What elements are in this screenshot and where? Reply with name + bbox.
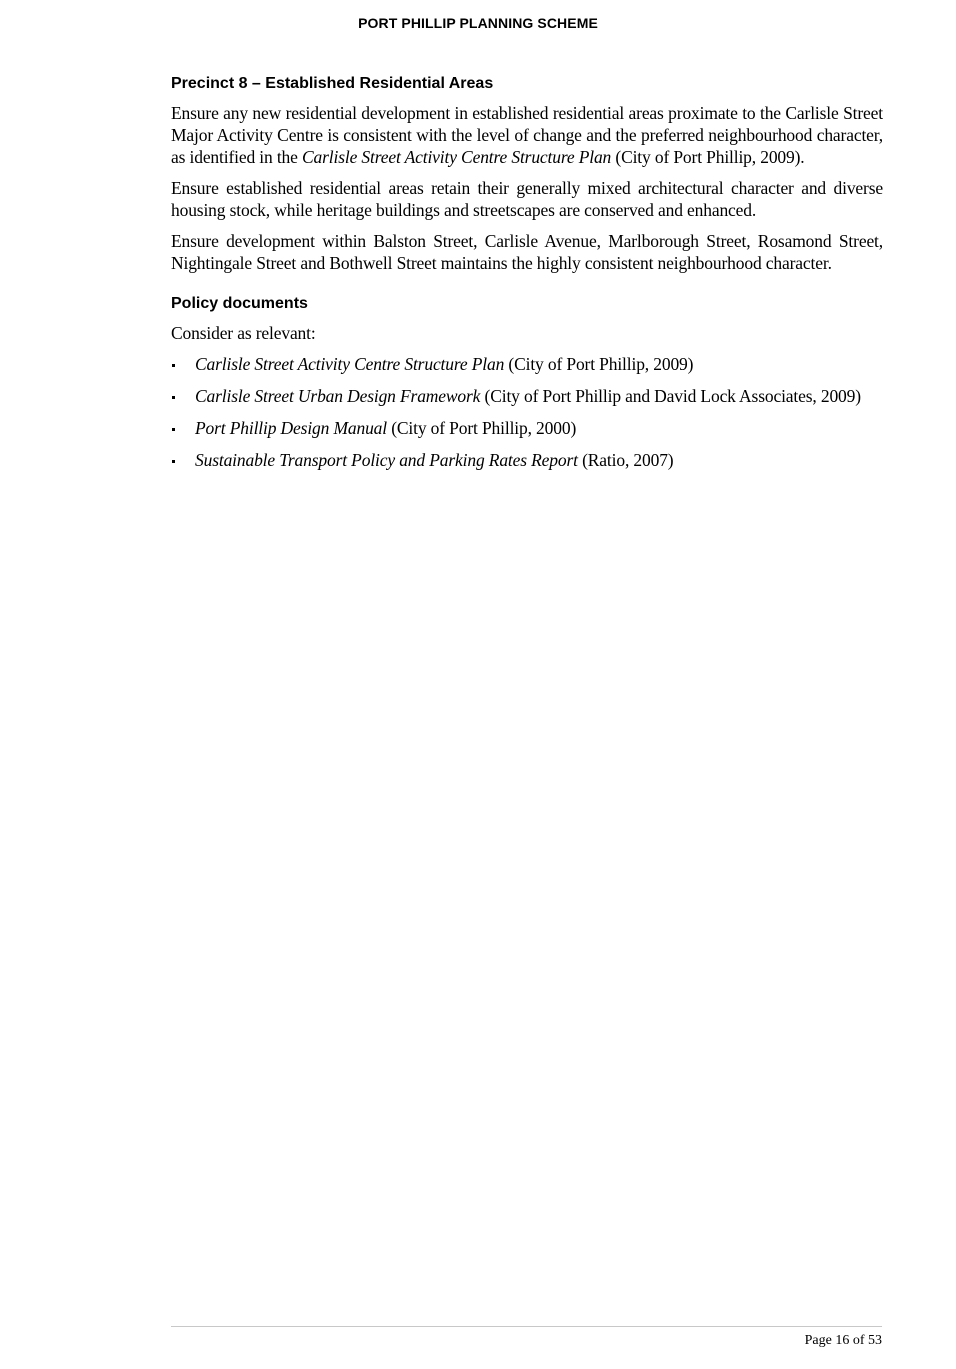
precinct-paragraph-1-text: Ensure any new residential development in established residential areas proximate to the Carlisle Street Major Activity Centre is consistent with the level of change and the preferred neighbourhood character, as identified in the [171,103,883,167]
document-title: Carlisle Street Urban Design Framework [195,386,481,406]
policy-intro: Consider as relevant: [171,323,316,343]
document-title: Port Phillip Design Manual [195,418,387,438]
policy-documents-heading: Policy documents [171,295,308,312]
list-item [171,385,883,407]
document-citation: (City of Port Phillip, 2009) [504,354,694,374]
document-title: Sustainable Transport Policy and Parking Rates Report [195,450,578,470]
footer-divider [171,1326,882,1327]
bullet-icon [172,396,175,399]
page-header-title: PORT PHILLIP PLANNING SCHEME [358,15,598,31]
list-item [171,417,883,439]
list-item [171,449,883,471]
list-item [171,353,883,375]
page-number: Page 16 of 53 [804,1333,882,1348]
document-citation: (Ratio, 2007) [577,450,674,470]
precinct-heading: Precinct 8 – Established Residential Areas [171,75,494,92]
structure-plan-title: Carlisle Street Activity Centre Structure Plan [301,147,612,167]
precinct-paragraph-2: Ensure established residential areas retain their generally mixed architectural character and diverse housing stock, while heritage buildings and streetscapes are conserved and enhanced. [171,178,883,220]
policy-documents-list [171,353,883,471]
precinct-paragraph-3: Ensure development within Balston Street, Carlisle Avenue, Marlborough Street, Rosamond Street, Nightingale Street and Bothwell Street maintains the highly consistent neighbourhood character. [171,231,883,273]
bullet-icon [172,460,175,463]
document-body [171,74,883,481]
document-citation: (City of Port Phillip and David Lock Associates, 2009) [480,386,861,406]
document-title: Carlisle Street Activity Centre Structure Plan [195,354,505,374]
precinct-paragraph-1 [171,102,883,168]
bullet-icon [172,364,175,367]
precinct-paragraph-1-citation: (City of Port Phillip, 2009). [611,147,805,167]
bullet-icon [172,428,175,431]
document-citation: (City of Port Phillip, 2000) [387,418,577,438]
